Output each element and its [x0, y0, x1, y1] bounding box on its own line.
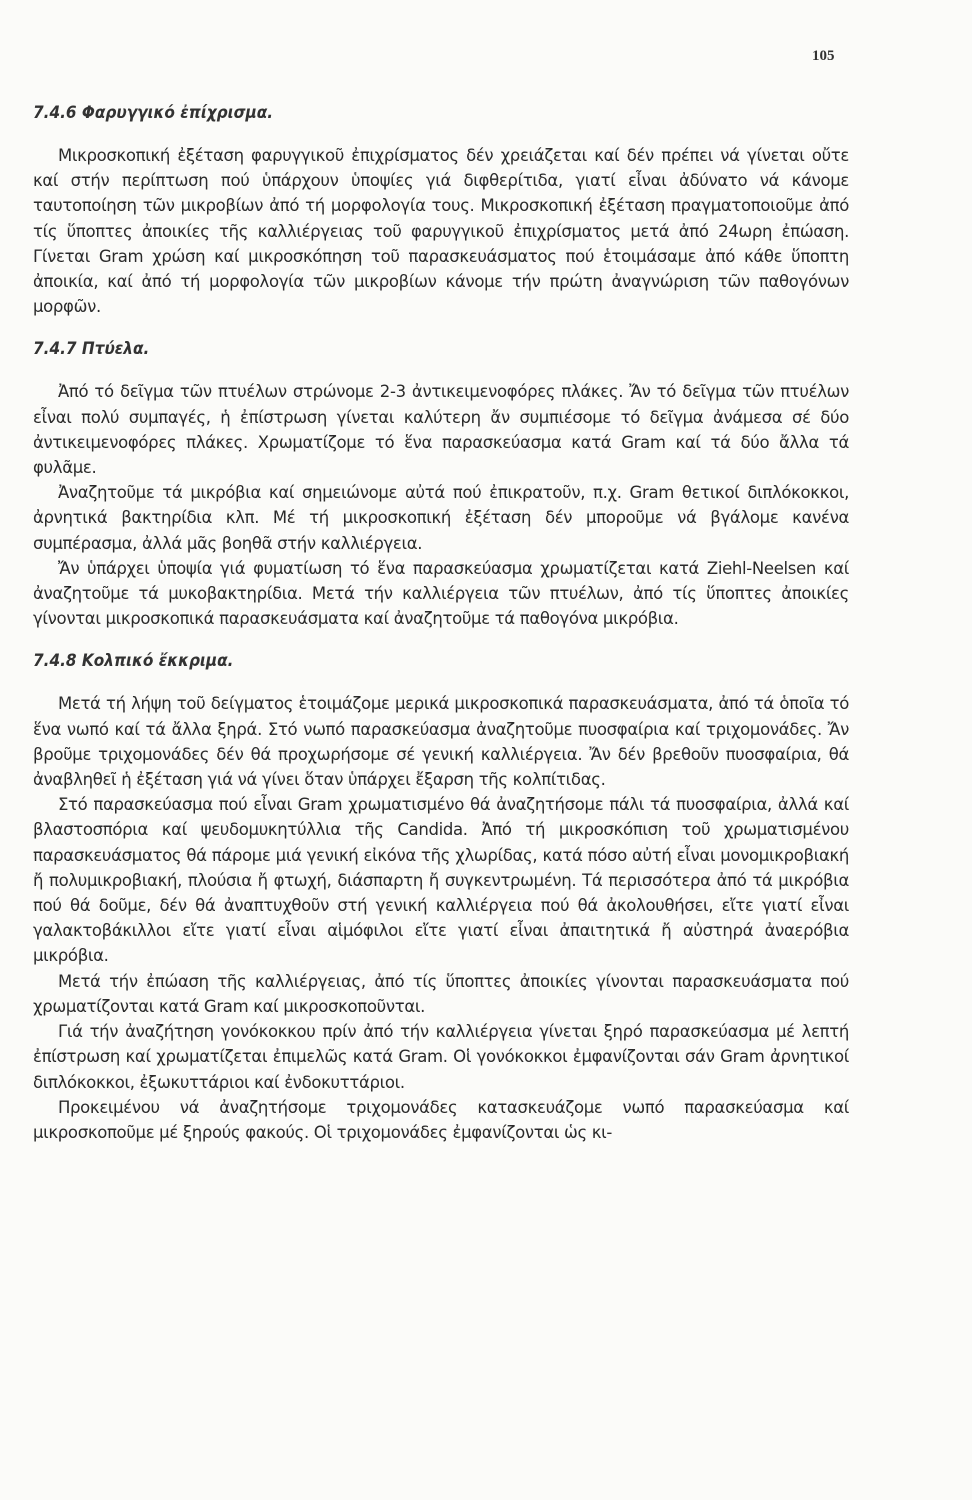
paragraph: Προκειμένου νά ἀναζητήσομε τριχομονάδες κατασκευάζομε νωπό παρασκεύασμα καί μικροσκοποῦμε μέ ξηρούς φακούς. Οἱ τριχομονάδες ἐμφανίζονται ὡς κι- — [33, 1097, 849, 1143]
section-heading: 7.4.6 Φαρυγγικό ἐπίχρισμα. — [33, 103, 274, 123]
paragraph: Στό παρασκεύασμα πού εἶναι Gram χρωματισμένο θά ἀναζητήσομε πάλι τά πυοσφαίρια, ἀλλά καί βλαστοσπόρια καί ψευδομυκητύλλια τῆς Candida. Ἀπό τή μικροσκόπιση τοῦ χρωματισμένου παρασκευάσματος θά πάρομε μιά γενική εἰκόνα τῆς χλωρίδας, κατά πόσο αὐτή εἶναι μονομικροβιακή ἤ πολυμικροβιακή, πλούσια ἤ φτωχή, διάσπαρτη ἤ συγκεντρωμένη. Τά περισσότερα ἀπό τά μικρόβια πού θά δοῦμε, δέν θά ἀναπτυχθοῦν στή γενική καλλιέργεια πού θά ἀκολουθήσει, εἴτε γιατί εἶναι γαλακτοβάκιλλοι εἴτε γιατί εἶναι αἱμόφιλοι εἴτε γιατί εἶναι ἀπαιτητικά ἤ αὐστηρά ἀναερόβια μικρόβια. — [33, 795, 849, 967]
section-pharyngeal-swab — [33, 100, 848, 320]
paragraph: Γιά τήν ἀναζήτηση γονόκοκκου πρίν ἀπό τήν καλλιέργεια γίνεται ξηρό παρασκεύασμα μέ λεπτή ἐπίστρωση καί χρωματίζεται ἐπιμελῶς κατά Gram. Οἱ γονόκοκκοι ἐμφανίζονται σάν Gram ἀρνητικοί διπλόκοκκοι, ἐξωκυττάριοι καί ἐνδοκυττάριοι. — [33, 1022, 849, 1093]
paragraph: Ἀναζητοῦμε τά μικρόβια καί σημειώνομε αὐτά πού ἐπικρατοῦν, π.χ. Gram θετικοί διπλόκοκκοι, ἀρνητικά βακτηρίδια κλπ. Μέ τή μικροσκοπική ἐξέταση δέν μποροῦμε νά βγάλομε κανένα συμπέρασμα, ἀλλά μᾶς βοηθᾶ στήν καλλιέργεια. — [33, 483, 849, 554]
paragraph: Ἄν ὑπάρχει ὑποψία γιά φυματίωση τό ἕνα παρασκεύασμα χρωματίζεται κατά Ziehl-Neelsen καί ἀναζητοῦμε τά μυκοβακτηρίδια. Μετά τήν καλλιέργεια τῶν πτυέλων, ἀπό τίς ὕποπτες ἀποικίες γίνονται μικροσκοπικά παρασκευάσματα καί ἀναζητοῦμε τά παθογόνα μικρόβια. — [33, 558, 849, 630]
page-number: 105 — [812, 48, 835, 64]
paragraph: Μετά τή λήψη τοῦ δείγματος ἑτοιμάζομε μερικά μικροσκοπικά παρασκευάσματα, ἀπό τά ὁποῖα τό ἕνα νωπό καί τά ἄλλα ξηρά. Στό νωπό παρασκεύασμα ἀναζητοῦμε πυοσφαίρια καί τριχομονάδες. Ἄν βροῦμε τριχομονάδες δέν θά προχωρήσομε σέ γενική καλλιέργεια. Ἄν δέν βρεθοῦν πυοσφαίρια, θά ἀναβληθεῖ ἡ ἐξέταση γιά νά γίνει ὅταν ὑπάρχει ἔξαρση τῆς κολπίτιδας. — [33, 694, 849, 791]
section-heading: 7.4.8 Κολπικό ἔκκριμα. — [33, 651, 234, 672]
paragraph: Ἀπό τό δεῖγμα τῶν πτυέλων στρώνομε 2-3 ἀντικειμενοφόρες πλάκες. Ἄν τό δεῖγμα τῶν πτυέλων εἶναι πολύ συμπαγές, ἡ ἐπίστρωση γίνεται καλύτερη ἄν συμπιέσομε τό δεῖγμα ἀνάμεσα σέ δύο ἀντικειμενοφόρες πλάκες. Χρωματίζομε τό ἕνα παρασκεύασμα κατά Gram καί τά δύο ἄλλα τά φυλᾶμε. — [33, 382, 849, 479]
section-vaginal-secretion — [33, 648, 848, 1146]
section-sputum — [33, 336, 848, 632]
paragraph: Μικροσκοπική ἐξέταση φαρυγγικοῦ ἐπιχρίσματος δέν χρειάζεται καί δέν πρέπει νά γίνεται οὔτε καί στήν περίπτωση πού ὑπάρχουν ὑποψίες γιά διφθερίτιδα, γιατί εἶναι ἀδύνατο νά κάνομε ταυτοποίηση τῶν μικροβίων ἀπό τή μορφολογία τους. Μικροσκοπική ἐξέταση πραγματοποιοῦμε ἀπό τίς ὕποπτες ἀποικίες τῆς καλλιέργειας τοῦ φαρυγγικοῦ ἐπιχρίσματος μετά ἀπό 24ωρη ἐπώαση. Γίνεται Gram χρώση καί μικροσκόπηση τοῦ παρασκευάσματος πού ἑτοιμάσαμε ἀπό κάθε ὕποπτη ἀποικία, καί ἀπό τή μορφολογία τῶν μικροβίων κάνομε τήν πρώτη ἀναγνώριση τῶν παθογόνων μορφῶν. — [33, 146, 849, 318]
section-heading: 7.4.7 Πτύελα. — [33, 339, 150, 360]
paragraph: Μετά τήν ἐπώαση τῆς καλλιέργειας, ἀπό τίς ὕποπτες ἀποικίες γίνονται παρασκευάσματα πού χρωματίζονται κατά Gram καί μικροσκοποῦνται. — [33, 971, 849, 1017]
page-body — [33, 100, 848, 1146]
